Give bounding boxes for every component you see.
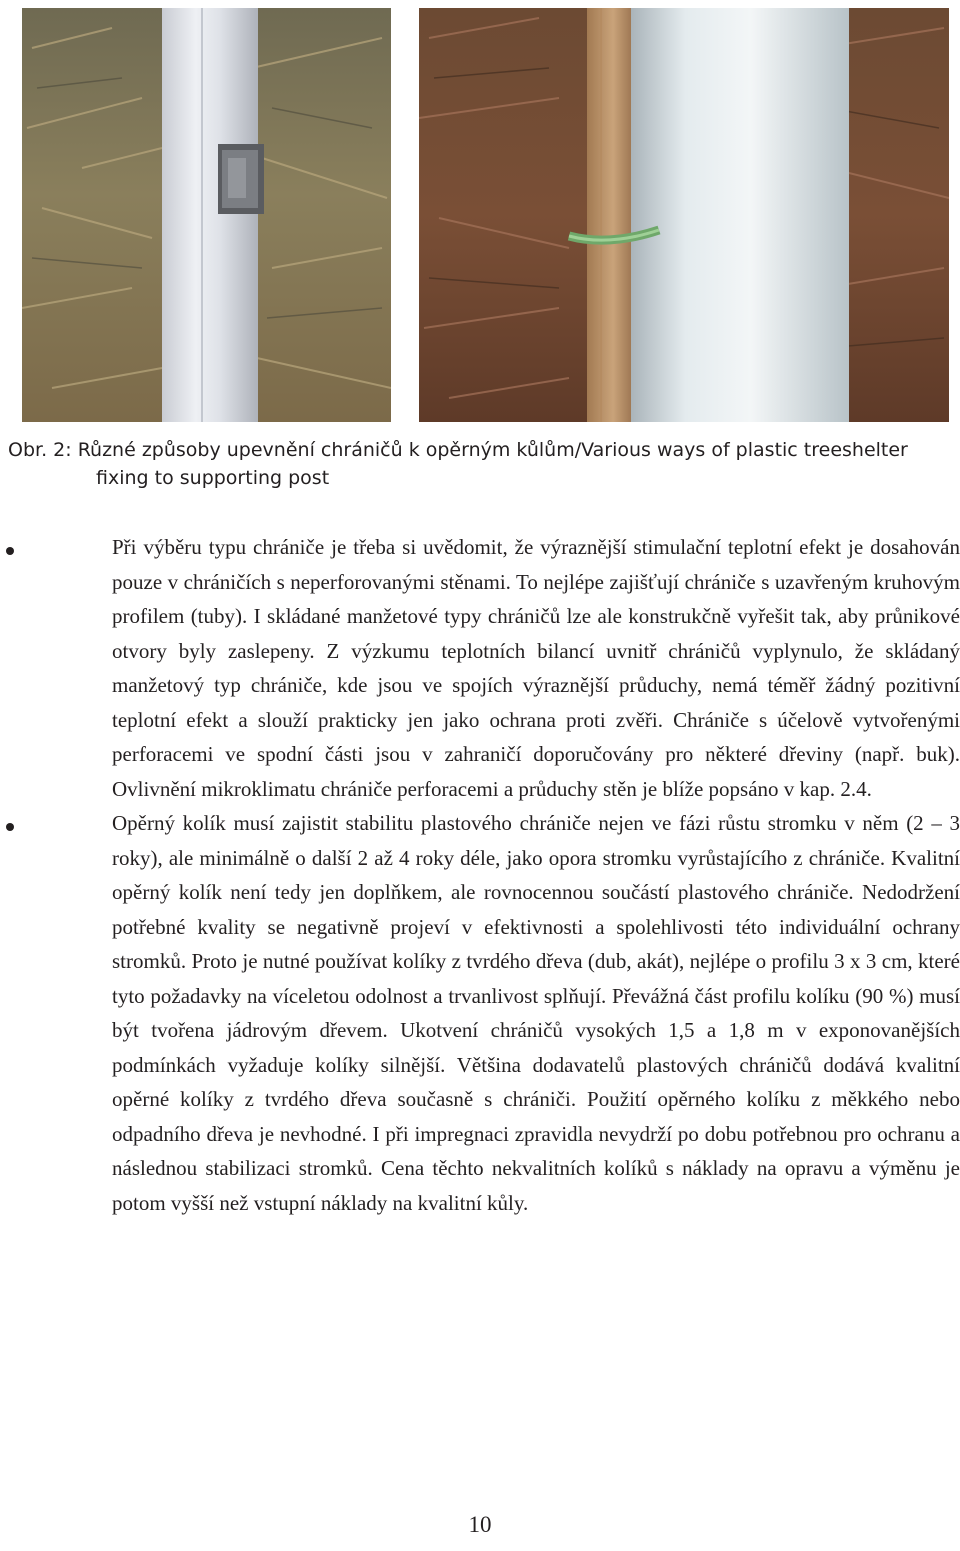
photo-square-treeshelter — [22, 8, 391, 422]
bullet-list — [0, 530, 960, 1220]
photo-square-treeshelter-image — [22, 8, 391, 422]
bullet-dot-icon — [6, 823, 14, 831]
bullet-item — [0, 806, 960, 1220]
paragraph-supporting-stake: Opěrný kolík musí zajistit stabilitu plastového chrániče nejen ve fázi růstu stromku v něm (2 – 3 roky), ale minimálně o další 2 až 4 roky déle, jako opora stromku vyrůstajícího z chrániče. Kvalitní opěrný kolík není tedy jen doplňkem, ale rovnocennou součástí plastového chrániče. Nedodržení potřebné kvality se negativně projeví v efektivnosti a spolehlivosti této individuální ochrany stromků. Proto je nutné používat kolíky z tvrdého dřeva (dub, akát), nejlépe o profilu 3 x 3 cm, které tyto požadavky na víceletou odolnost a trvanlivost splňují. Převážná část profilu kolíku (90 %) musí být tvořena jádrovým dřevem. Ukotvení chráničů vysokých 1,5 a 1,8 m v exponovanějších podmínkách vyžaduje kolíky silnější. Většina dodavatelů plastových chráničů dodává kvalitní opěrné kolíky z tvrdého dřeva současně s chrániči. Použití opěrného kolíku z měkkého nebo odpadního dřeva je nevhodné. I při impregnaci zpravidla nevydrží po dobu potřebnou pro ochranu a následnou stabilizaci stromků. Cena těchto nekvalitních kolíků s náklady na opravu a výměnu je potom vyšší než vstupní náklady na kvalitní kůly. — [112, 811, 960, 1215]
figure-caption — [8, 436, 958, 492]
page-number: 10 — [468, 1512, 492, 1537]
paragraph-treeshelter-type: Při výběru typu chrániče je třeba si uvědomit, že výraznější stimulační teplotní efekt je dosahován pouze v chráničích s neperforovanými stěnami. To nejlépe zajišťují chrániče s uzavřeným kruhovým profilem (tuby). I skládané manžetové typy chráničů lze ale konstrukčně vyřešit tak, aby průnikové otvory byly zaslepeny. Z výzkumu teplotních bilancí uvnitř chráničů vyplynulo, že skládaný manžetový typ chrániče, kde jsou ve spojích výraznější průduchy, nemá téměř žádný pozitivní teplotní efekt a slouží prakticky jen jako ochrana proti zvěři. Chrániče s účelově vytvořenými perforacemi ve spodní části jsou v zahraničí doporučovány pro některé dřeviny (např. buk). Ovlivnění mikroklimatu chrániče perforacemi a průduchy stěn je blíže popsáno v kap. 2.4. — [112, 535, 960, 801]
photo-round-treeshelter — [419, 8, 949, 422]
bullet-item — [0, 530, 960, 806]
figure-caption-text: Obr. 2: Různé způsoby upevnění chráničů k opěrným kůlům/Various ways of plastic treeshelter fixing to supporting post — [8, 439, 908, 489]
photo-round-treeshelter-image — [419, 8, 949, 422]
bullet-dot-icon — [6, 547, 14, 555]
